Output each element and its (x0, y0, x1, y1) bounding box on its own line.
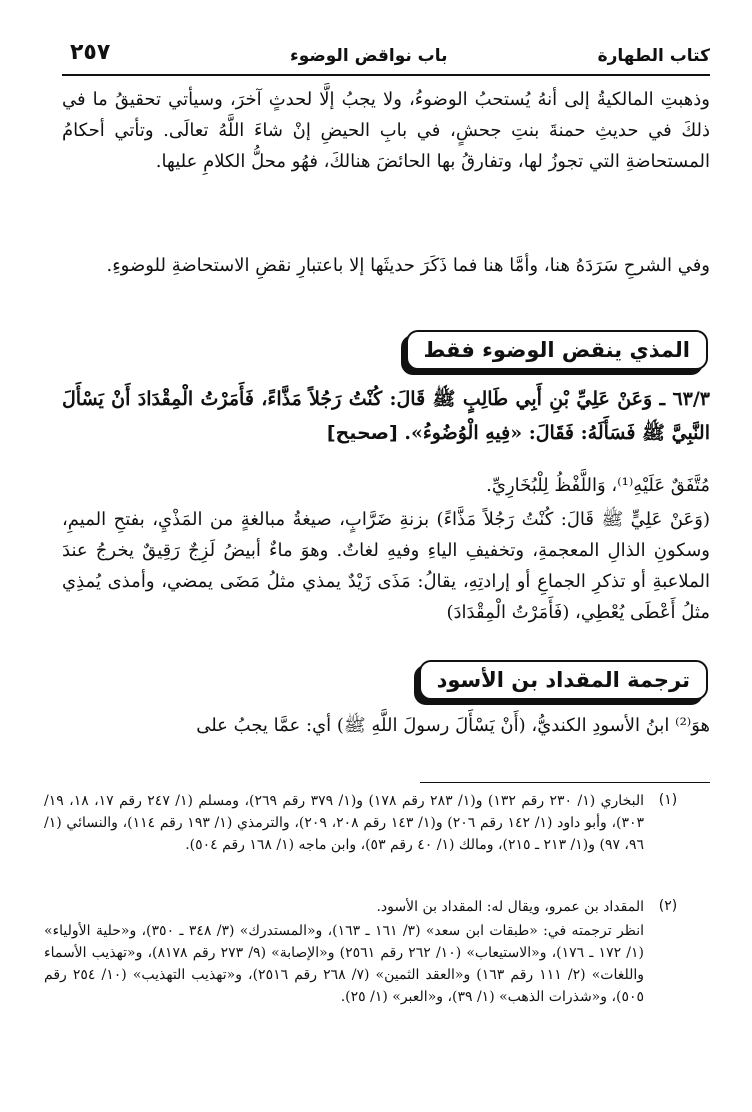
book-title: كتاب الطهارة (597, 46, 710, 66)
footnote-2-references: انظر ترجمته في: «طبقات ابن سعد» (٣/ ١٦١ ـ ١٦٣)، و«المستدرك» (٣/ ٣٤٨ ـ ٣٥٠)، و«حلية الأولياء» (١/ ١٧٢ ـ ١٧٦)، و«الاستيعاب» (١٠/ ٢٦٢ رقم ٢٥٦١) و«الإصابة» (٩/ ٢٧٣ رقم ٨١٧٨)، و«تهذيب الأسماء واللغات» (٢/ ١١١ رقم ١٦٣) و«العقد الثمين» (٧/ ٢٦٨ رقم ٢٥١٦)، و«تهذيب التهذيب» (١٠/ ٢٥٤ رقم ٥٠٥)، و«شذرات الذهب» (١/ ٣٩)، و«العبر» (١/ ٢٥). (44, 923, 645, 1005)
hadith-grade: [صحيح] (326, 422, 398, 444)
section-heading-miqdad: ترجمة المقداد بن الأسود (419, 660, 708, 700)
hadith-body: ٦٣/٣ ـ وَعَنْ عَلِيِّ بْنِ أَبِي طَالِبٍ ﷺ قَالَ: كُنْتُ رَجُلاً مَذَّاءً، فَأَمَرْتُ الْمِقْدَادَ أَنْ يَسْأَلَ النَّبِيَّ ﷺ فَسَأَلَهُ: فَقَالَ: «فِيهِ الْوُضُوءُ». (62, 388, 710, 444)
commentary-paragraph: (وَعَنْ عَلِيٍّ ﷺ قَالَ: كُنْتُ رَجُلاً مَذَّاءً) بزنةِ ضَرَّابٍ، صيغةُ مبالغةٍ من المَذْيِ، بفتحِ الميمِ، وسكونِ الذالِ المعجمةِ، وتخفيفِ الياءِ وفيهِ لغاتٌ. وهوَ ماءٌ أبيضُ لَزِجٌ رَقِيقٌ يخرجُ عندَ الملاعبةِ أو تذكرِ الجماعِ أو إرادتِهِ، يقالُ: مَذَى زَيْدٌ يمذي مثلُ مَضَى يمضي، وأمذى يُمذِي مثلُ أَعْطَى يُعْطِي، (فَأَمَرْتُ الْمِقْدَادَ) (62, 509, 710, 623)
footnote-1: البخاري (١/ ٢٣٠ رقم ١٣٢) و(١/ ٢٨٣ رقم ١٧٨) و(١/ ٣٧٩ رقم ٢٦٩)، ومسلم (١/ ٢٤٧ رقم ١٧، ١٨، ١٩/ ٣٠٣)، وأبو داود (١/ ١٤٢ رقم ٢٠٦) و(١/ ١٤٣ رقم ٢٠٨، ٢٠٩)، والترمذي (١/ ١٩٣ رقم ١١٤)، والنسائي (١/ ٩٦، ٩٧) و(١/ ٢١٣ ـ ٢١٥)، ومالك (١/ ٤٠ رقم ٥٣)، وابن ماجه (١/ ١٦٨ رقم ٥٠٤). (44, 793, 645, 853)
running-header (40, 40, 710, 70)
chapter-title: باب نواقض الوضوء (290, 46, 448, 66)
footnote-number-1: (١) (658, 792, 678, 808)
hadith-source: مُتَّفَقٌ عَلَيْهِ⁽¹⁾، وَاللَّفْظُ لِلْبُخَارِيِّ. (486, 475, 710, 496)
footnote-separator (420, 782, 710, 783)
hadith-text (62, 382, 710, 450)
intro-paragraph-2: وفي الشرحِ سَرَدَهُ هنا، وأمَّا هنا فما ذَكَرَ حديثَها إلا باعتبارِ نقضِ الاستحاضةِ للوضوءِ. (106, 255, 710, 276)
page-number: ٢٥٧ (70, 40, 111, 65)
intro-paragraph-1: وذهبتِ المالكيةُ إلى أنهُ يُستحبُ الوضوءُ، ولا يجبُ إلَّا لحدثٍ آخرَ، وسيأتي تحقيقُ ما في ذلكَ في حديثِ حمنةَ بنتِ جحشٍ، في بابِ الحيضِ إنْ شاءَ اللَّهُ تعالَى. وتأتي أحكامُ المستحاضةِ التي تجوزُ لها، وتفارقُ بها الحائضَ هنالكَ، فهُو محلُّ الكلامِ عليها. (62, 89, 710, 172)
section-heading-madhy: المذي ينقض الوضوء فقط (406, 330, 709, 370)
footnote-number-2: (٢) (658, 898, 678, 914)
footnote-2: المقداد بن عمرو، ويقال له: المقداد بن الأسود. (376, 899, 644, 915)
header-rule (62, 74, 710, 76)
miqdad-paragraph: هوَ⁽²⁾ ابنُ الأسودِ الكنديُّ، (أَنْ يَسْأَلَ رسولَ اللَّهِ ﷺ) أي: عمَّا يجبُ على (196, 715, 710, 736)
